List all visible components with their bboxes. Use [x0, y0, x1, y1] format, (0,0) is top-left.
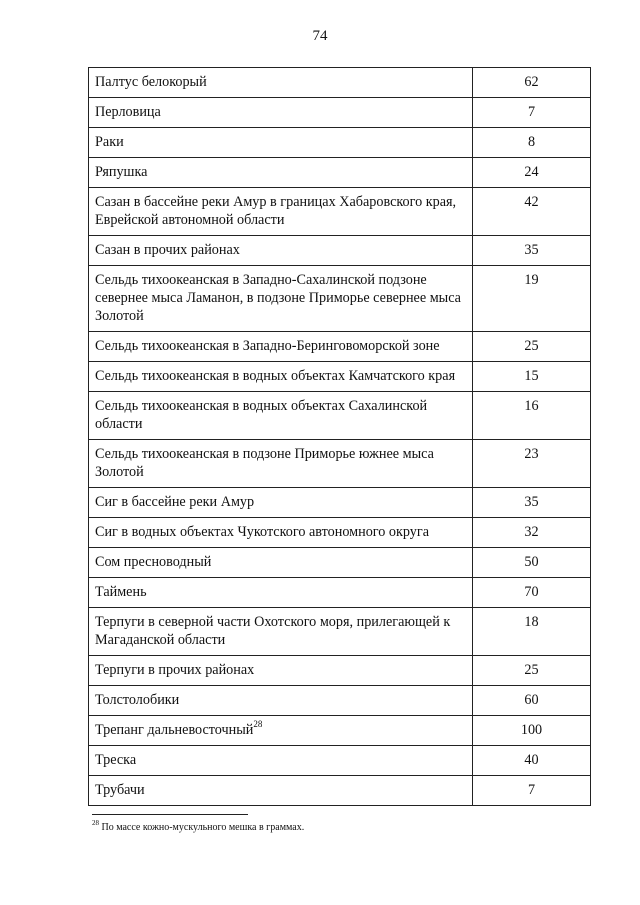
species-name-cell — [89, 158, 473, 188]
species-value-cell: 70 — [473, 578, 591, 608]
table-row — [89, 488, 591, 518]
species-name: Терпуги в прочих районах — [95, 662, 255, 678]
species-value-cell: 60 — [473, 686, 591, 716]
species-name-cell — [89, 746, 473, 776]
species-name: Ряпушка — [95, 164, 148, 180]
species-name: Толстолобики — [95, 692, 180, 708]
species-name-cell — [89, 578, 473, 608]
species-name: Сазан в бассейне реки Амур в границах Хабаровского края, Еврейской автономной области — [95, 194, 457, 228]
species-name-cell — [89, 716, 473, 746]
table-row — [89, 362, 591, 392]
species-value-cell: 35 — [473, 236, 591, 266]
species-name-cell — [89, 332, 473, 362]
species-value-cell: 50 — [473, 548, 591, 578]
species-name: Сельдь тихоокеанская в водных объектах Сахалинской области — [95, 398, 428, 432]
footnote-marker: 28 — [92, 818, 99, 827]
species-name-cell — [89, 68, 473, 98]
table-row — [89, 188, 591, 236]
table-row — [89, 98, 591, 128]
species-name: Сиг в бассейне реки Амур — [95, 494, 255, 510]
footnote-divider — [92, 814, 248, 815]
table-row — [89, 128, 591, 158]
species-value-cell: 35 — [473, 488, 591, 518]
species-value-cell: 32 — [473, 518, 591, 548]
species-value-cell: 8 — [473, 128, 591, 158]
species-name: Таймень — [95, 584, 147, 600]
species-value-cell: 40 — [473, 746, 591, 776]
species-value-cell: 42 — [473, 188, 591, 236]
species-value-cell: 16 — [473, 392, 591, 440]
species-value-cell: 15 — [473, 362, 591, 392]
table-row — [89, 776, 591, 806]
footnote — [92, 818, 305, 833]
table-row — [89, 518, 591, 548]
species-value-cell: 25 — [473, 332, 591, 362]
species-name: Сельдь тихоокеанская в водных объектах Камчатского края — [95, 368, 456, 384]
species-name-cell — [89, 656, 473, 686]
species-name-cell — [89, 362, 473, 392]
table-row — [89, 608, 591, 656]
species-name: Палтус белокорый — [95, 74, 207, 90]
species-name-cell — [89, 236, 473, 266]
species-name-cell — [89, 98, 473, 128]
species-name-cell — [89, 392, 473, 440]
species-value-cell: 24 — [473, 158, 591, 188]
table-row — [89, 332, 591, 362]
species-name: Сельдь тихоокеанская в Западно-Сахалинской подзоне севернее мыса Ламанон, в подзоне Приморье севернее мыса Золотой — [95, 272, 461, 324]
footnote-text: По массе кожно-мускульного мешка в граммах. — [101, 822, 305, 833]
species-value-cell: 23 — [473, 440, 591, 488]
species-value-cell: 100 — [473, 716, 591, 746]
table-row — [89, 440, 591, 488]
species-name-cell — [89, 440, 473, 488]
species-value-cell: 7 — [473, 98, 591, 128]
table-body — [89, 68, 591, 806]
species-name: Раки — [95, 134, 124, 150]
species-value-cell: 7 — [473, 776, 591, 806]
species-name-cell — [89, 608, 473, 656]
species-name-cell — [89, 488, 473, 518]
species-name: Сазан в прочих районах — [95, 242, 240, 258]
table-row — [89, 656, 591, 686]
page-number: 74 — [312, 28, 328, 44]
species-name: Сом пресноводный — [95, 554, 212, 570]
table-row — [89, 746, 591, 776]
table-row — [89, 716, 591, 746]
table-row — [89, 548, 591, 578]
species-name: Сельдь тихоокеанская в подзоне Приморье южнее мыса Золотой — [95, 446, 434, 480]
species-name-cell — [89, 128, 473, 158]
species-value-cell: 62 — [473, 68, 591, 98]
species-name-cell — [89, 518, 473, 548]
species-name-cell — [89, 548, 473, 578]
species-name-cell — [89, 776, 473, 806]
species-name: Терпуги в северной части Охотского моря, прилегающей к Магаданской области — [95, 614, 451, 648]
table-row — [89, 686, 591, 716]
species-name: Сельдь тихоокеанская в Западно-Беринговоморской зоне — [95, 338, 440, 354]
table-row — [89, 392, 591, 440]
table-row — [89, 158, 591, 188]
species-table — [88, 67, 591, 806]
table-row — [89, 68, 591, 98]
species-value-cell: 25 — [473, 656, 591, 686]
species-value-cell: 19 — [473, 266, 591, 332]
species-name-cell — [89, 188, 473, 236]
table-row — [89, 236, 591, 266]
footnote-reference: 28 — [253, 719, 263, 730]
species-name-cell — [89, 686, 473, 716]
species-name: Сиг в водных объектах Чукотского автономного округа — [95, 524, 430, 540]
species-value-cell: 18 — [473, 608, 591, 656]
species-name: Перловица — [95, 104, 161, 120]
species-name: Трепанг дальневосточный — [95, 722, 254, 738]
species-name: Треска — [95, 752, 137, 768]
table-row — [89, 578, 591, 608]
species-name-cell — [89, 266, 473, 332]
species-name: Трубачи — [95, 782, 145, 798]
table-row — [89, 266, 591, 332]
